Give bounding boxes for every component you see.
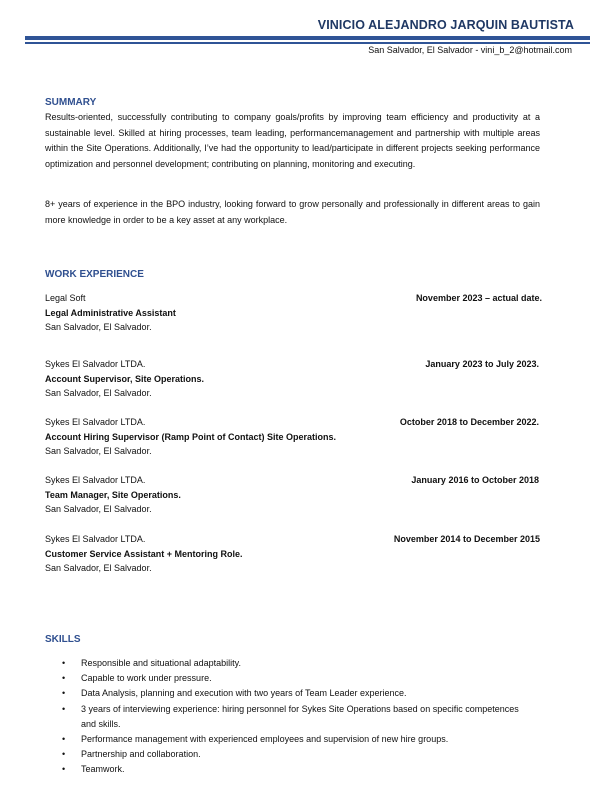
job-dates: January 2023 to July 2023. bbox=[425, 359, 539, 369]
job-title: Team Manager, Site Operations. bbox=[45, 489, 181, 500]
job-dates: November 2014 to December 2015 bbox=[393, 534, 540, 544]
skill-item bbox=[62, 671, 522, 686]
skill-text: Performance management with experienced employees and supervision of new hire groups. bbox=[81, 734, 449, 745]
job-entry bbox=[45, 415, 539, 459]
job-title: Customer Service Assistant + Mentoring Role. bbox=[45, 548, 243, 559]
candidate-name: VINICIO ALEJANDRO JARQUIN BAUTISTA bbox=[317, 18, 574, 32]
job-entry bbox=[45, 473, 539, 517]
job-location: San Salvador, El Salvador. bbox=[45, 322, 152, 333]
job-dates: January 2016 to October 2018 bbox=[411, 475, 539, 485]
header-rule-top bbox=[25, 36, 590, 40]
skill-text: Responsible and situational adaptability. bbox=[81, 658, 241, 668]
bullet-icon: • bbox=[62, 673, 66, 684]
skill-item bbox=[62, 686, 522, 701]
skill-item bbox=[62, 762, 522, 777]
skill-item bbox=[62, 732, 522, 747]
skill-item bbox=[62, 702, 522, 732]
job-company: Sykes El Salvador LTDA. bbox=[45, 359, 146, 369]
job-company: Sykes El Salvador LTDA. bbox=[45, 475, 146, 485]
job-location: San Salvador, El Salvador. bbox=[45, 388, 152, 399]
skills-list bbox=[62, 656, 522, 778]
job-title: Account Supervisor, Site Operations. bbox=[45, 373, 205, 384]
bullet-icon: • bbox=[62, 703, 66, 714]
job-entry bbox=[45, 532, 540, 576]
summary-paragraph-2: 8+ years of experience in the BPO industry, looking forward to grow personally and professionally in different areas to gain more knowledge in order to be a key asset at any workplace. bbox=[45, 199, 540, 225]
work-experience-heading: WORK EXPERIENCE bbox=[45, 269, 144, 280]
contact-info: San Salvador, El Salvador - vini_b_2@hotmail.com bbox=[368, 45, 572, 55]
bullet-icon: • bbox=[62, 749, 66, 760]
skill-text: Partnership and collaboration. bbox=[81, 749, 201, 760]
summary-paragraph-1: Results-oriented, successfully contributing to company goals/profits by improving team efficiency and productivity at a sustainable level. Skilled at hiring processes, team leading, performancemanagement and partnership with multiple areas within the Site Operations. Additionally, I’ve had the opportunity to lead/participate in different projects seeking performance optimization and personnel development; contributing on planning, monitoring and executing. bbox=[45, 112, 540, 170]
job-company: Legal Soft bbox=[45, 293, 86, 303]
job-company: Sykes El Salvador LTDA. bbox=[45, 534, 146, 544]
bullet-icon: • bbox=[62, 734, 66, 745]
job-entry bbox=[45, 291, 542, 335]
header-rule-bottom bbox=[25, 42, 590, 44]
skill-text: Teamwork. bbox=[81, 764, 125, 775]
summary-heading: SUMMARY bbox=[45, 97, 97, 108]
skills-heading: SKILLS bbox=[45, 634, 81, 645]
job-location: San Salvador, El Salvador. bbox=[45, 446, 152, 457]
job-title: Legal Administrative Assistant bbox=[45, 307, 176, 318]
job-location: San Salvador, El Salvador. bbox=[45, 563, 152, 574]
skill-text: 3 years of interviewing experience: hiring personnel for Sykes Site Operations based on specific competences and skills. bbox=[81, 703, 519, 729]
bullet-icon: • bbox=[62, 688, 66, 699]
skill-item bbox=[62, 747, 522, 762]
bullet-icon: • bbox=[62, 658, 66, 668]
job-dates: October 2018 to December 2022. bbox=[399, 417, 539, 427]
job-entry bbox=[45, 357, 539, 401]
bullet-icon: • bbox=[62, 764, 66, 775]
skill-text: Capable to work under pressure. bbox=[81, 673, 212, 684]
skill-text: Data Analysis, planning and execution with two years of Team Leader experience. bbox=[81, 688, 407, 699]
job-location: San Salvador, El Salvador. bbox=[45, 504, 152, 515]
job-company: Sykes El Salvador LTDA. bbox=[45, 417, 146, 427]
job-dates: November 2023 – actual date. bbox=[415, 293, 542, 303]
skill-item bbox=[62, 656, 522, 671]
job-title: Account Hiring Supervisor (Ramp Point of Contact) Site Operations. bbox=[45, 431, 337, 442]
